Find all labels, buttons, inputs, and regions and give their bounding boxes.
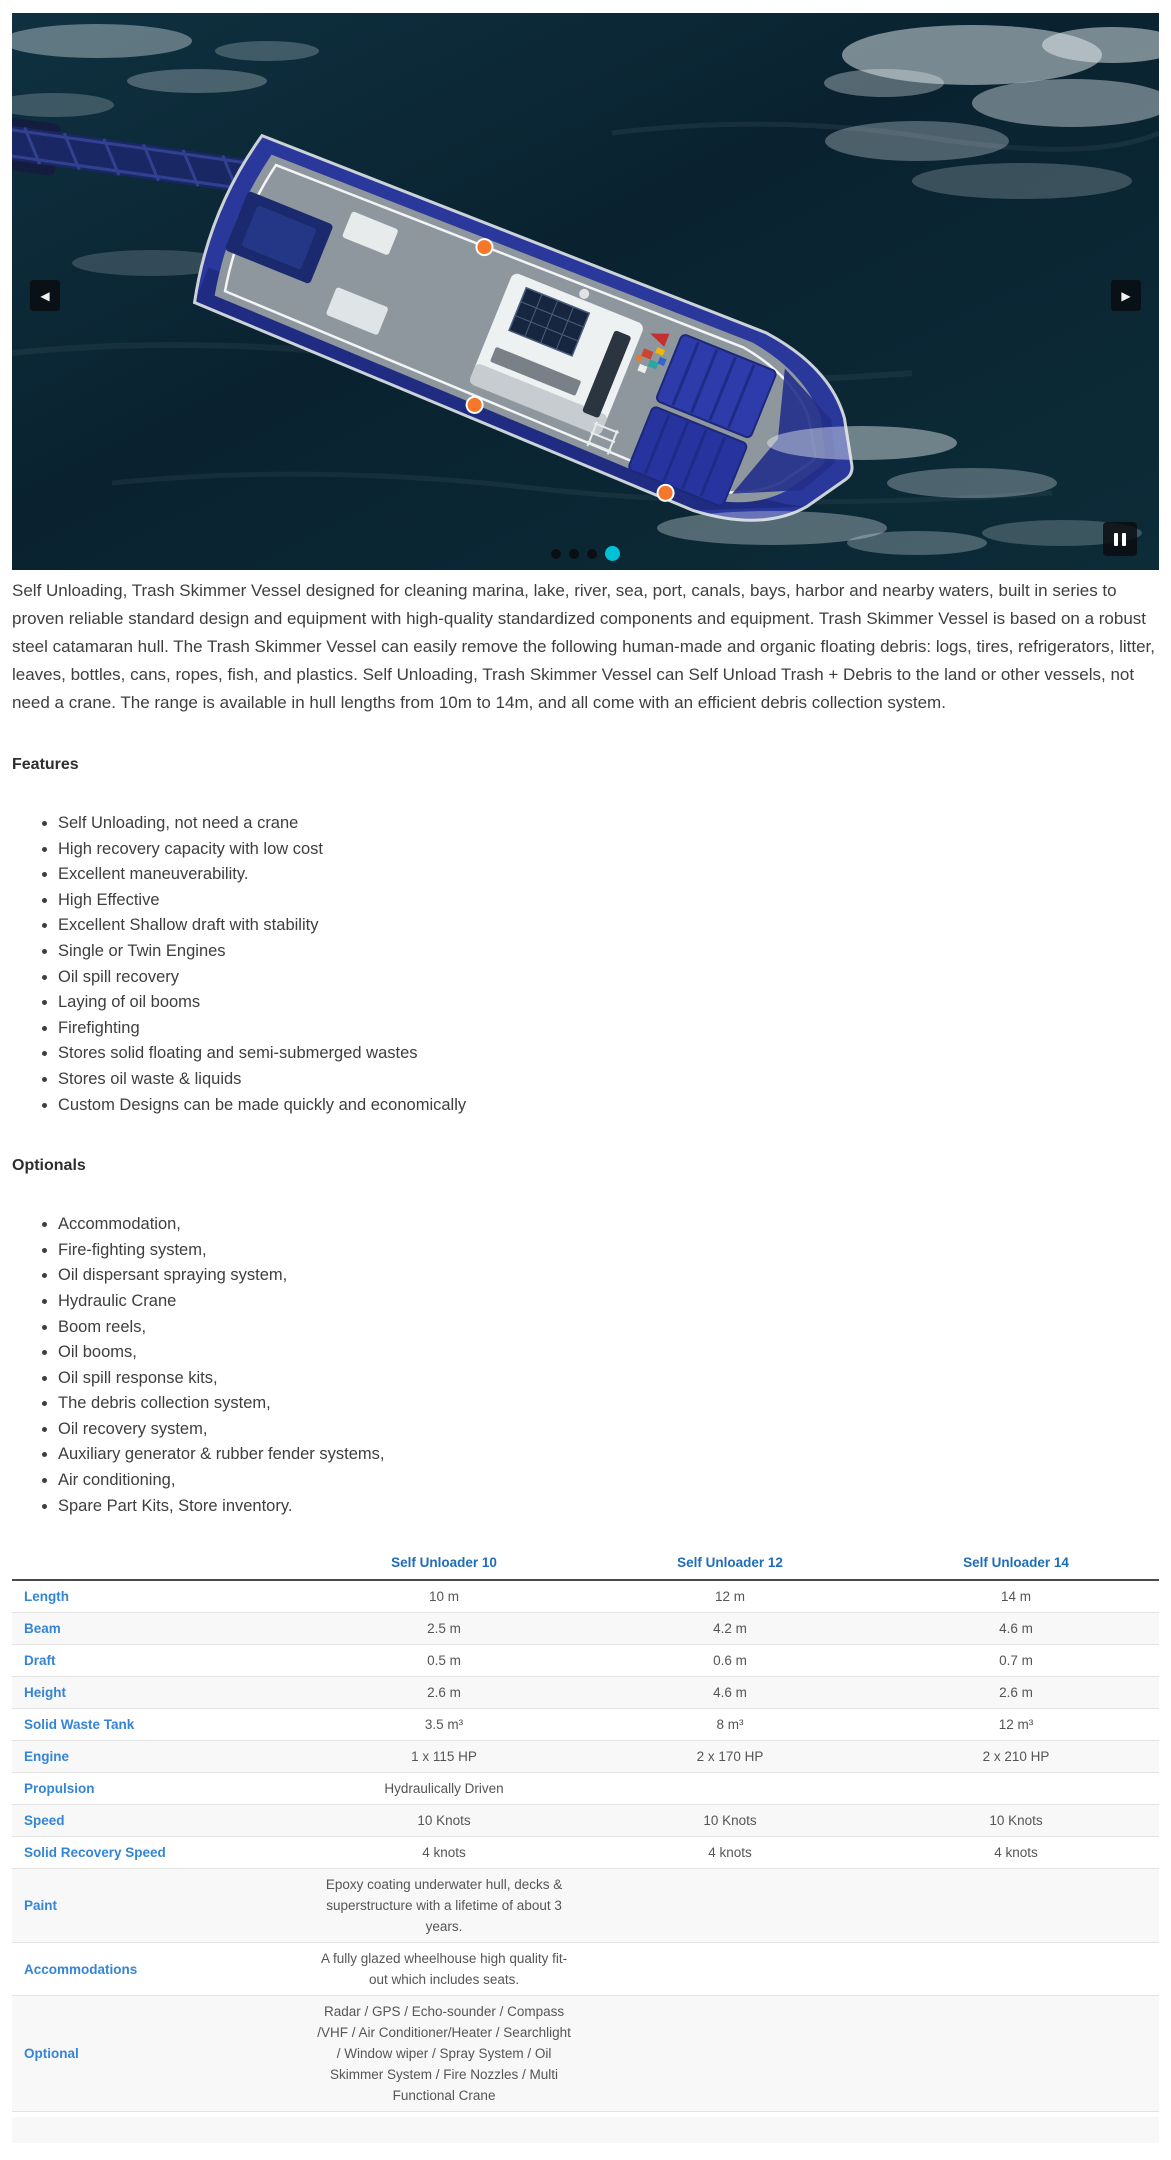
spec-cell: 2.6 m [427,1685,461,1701]
spec-row-label: Solid Recovery Speed [24,1845,166,1861]
spec-row-label: Solid Waste Tank [24,1717,135,1733]
spec-cell: 14 m [1000,1589,1031,1605]
spec-row [12,1943,1159,1996]
spec-cell: 0.6 m [713,1653,747,1669]
spec-row [12,1837,1159,1869]
spec-row-label: Speed [24,1813,65,1829]
chevron-left-icon: ◀ [40,288,50,303]
spec-row [12,1709,1159,1741]
carousel-dot[interactable] [569,549,579,559]
list-item: • High recovery capacity with low cost [58,837,1159,863]
spec-cell [873,1869,1159,1943]
spec-cell: 4 knots [994,1845,1038,1861]
pause-icon [1122,533,1126,546]
spec-cell: Epoxy coating underwater hull, decks & superstructure with a lifetime of about 3 years. [325,1877,563,1935]
spec-column-header: Self Unloader 10 [301,1549,587,1580]
spec-cell: 4.6 m [713,1685,747,1701]
list-item: • Custom Designs can be made quickly and economically [58,1093,1159,1119]
spec-cell [587,1869,873,1943]
spec-header-row [12,1549,1159,1580]
list-item: • Oil spill response kits, [58,1366,1159,1392]
spec-cell: 10 m [429,1589,460,1605]
list-item: • Oil booms, [58,1340,1159,1366]
list-item: • Hydraulic Crane [58,1289,1159,1315]
list-item: • High Effective [58,888,1159,914]
list-item: • Auxiliary generator & rubber fender systems, [58,1442,1159,1468]
spec-row [12,1996,1159,2112]
spec-row [12,1677,1159,1709]
spec-cell: A fully glazed wheelhouse high quality fit-out which includes seats. [320,1951,568,1988]
vessel-photo [12,13,1159,570]
spec-row-label: Length [24,1589,69,1605]
spec-cell: 0.7 m [999,1653,1033,1669]
list-item: • Self Unloading, not need a crane [58,811,1159,837]
spec-cell [873,1773,1159,1805]
spec-row [12,1741,1159,1773]
spec-table [12,1549,1159,2112]
list-item: • Oil recovery system, [58,1417,1159,1443]
list-item: • Firefighting [58,1016,1159,1042]
list-item: • Air conditioning, [58,1468,1159,1494]
carousel-dots [12,546,1159,561]
carousel-dot[interactable] [551,549,561,559]
spec-cell: 4.6 m [999,1621,1033,1637]
list-item: • Oil dispersant spraying system, [58,1263,1159,1289]
spec-cell: 2.5 m [427,1621,461,1637]
spec-cell: Radar / GPS / Echo-sounder / Compass /VHF / Air Conditioner/Heater / Searchlight / Window wiper / Spray System / Oil Skimmer System / Fire Nozzles / Multi Functional Crane [317,2004,571,2104]
features-list [12,811,1159,1118]
list-item: • Accommodation, [58,1212,1159,1238]
list-item: • Stores oil waste & liquids [58,1067,1159,1093]
spec-row [12,1869,1159,1943]
list-item: • Oil spill recovery [58,965,1159,991]
pause-icon [1114,533,1118,546]
spec-cell [873,1943,1159,1996]
list-item: • The debris collection system, [58,1391,1159,1417]
optionals-list [12,1212,1159,1519]
bottom-divider-bar [12,2117,1159,2143]
spec-row-label: Paint [24,1898,58,1914]
spec-cell: 10 Knots [417,1813,471,1829]
optionals-heading: Optionals [12,1157,86,1175]
spec-cell: Hydraulically Driven [384,1781,504,1797]
spec-cell: 10 Knots [989,1813,1043,1829]
spec-cell [587,1996,873,2112]
spec-column-header: Self Unloader 14 [873,1549,1159,1580]
carousel-prev-button[interactable] [30,280,60,311]
product-description: Self Unloading, Trash Skimmer Vessel designed for cleaning marina, lake, river, sea, port, canals, bays, harbor and nearby waters, built in series to proven reliable standard design and equipment with high-quality standardized components and equipment. Trash Skimmer Vessel is based on a robust steel catamaran hull. The Trash Skimmer Vessel can easily remove the following human-made and organic floating debris: logs, tires, refrigerators, litter, leaves, bottles, cans, ropes, fish, and plastics. Self Unloading, Trash Skimmer Vessel can Self Unload Trash + Debris to the land or other vessels, not need a crane. The range is available in hull lengths from 10m to 14m, and all come with an efficient debris collection system. [12,581,1156,712]
spec-row-label: Beam [24,1621,61,1637]
list-item: • Stores solid floating and semi-submerged wastes [58,1041,1159,1067]
features-heading: Features [12,756,79,773]
spec-cell: 10 Knots [703,1813,757,1829]
spec-corner-cell [12,1549,301,1580]
spec-row-label: Optional [24,2046,79,2062]
spec-cell: 3.5 m³ [424,1717,464,1733]
spec-row-label: Accommodations [24,1961,138,1977]
spec-row [12,1805,1159,1837]
spec-cell: 4 knots [708,1845,752,1861]
spec-cell [587,1773,873,1805]
list-item: • Excellent Shallow draft with stability [58,913,1159,939]
chevron-right-icon: ▶ [1121,288,1131,303]
list-item: • Fire-fighting system, [58,1238,1159,1264]
spec-row-label: Engine [24,1749,70,1765]
spec-row-label: Height [24,1685,66,1701]
spec-row [12,1580,1159,1613]
spec-cell: 8 m³ [716,1717,744,1733]
carousel-dot[interactable] [587,549,597,559]
spec-row [12,1645,1159,1677]
spec-cell: 1 x 115 HP [411,1749,477,1765]
spec-cell: 4.2 m [713,1621,747,1637]
list-item: • Boom reels, [58,1315,1159,1341]
spec-cell: 4 knots [422,1845,466,1861]
list-item: • Laying of oil booms [58,990,1159,1016]
spec-row [12,1613,1159,1645]
spec-cell [587,1943,873,1996]
carousel-dot-active[interactable] [605,546,620,561]
list-item: • Single or Twin Engines [58,939,1159,965]
image-carousel [12,13,1159,570]
spec-cell: 12 m³ [998,1717,1034,1733]
spec-cell [873,1996,1159,2112]
spec-row-label: Draft [24,1653,56,1669]
spec-row-label: Propulsion [24,1781,95,1797]
spec-cell: 2 x 210 HP [982,1749,1050,1765]
spec-cell: 0.5 m [427,1653,461,1669]
spec-cell: 2 x 170 HP [696,1749,764,1765]
carousel-next-button[interactable] [1111,280,1141,311]
spec-cell: 12 m [715,1589,746,1605]
spec-row [12,1773,1159,1805]
spec-cell: 2.6 m [999,1685,1033,1701]
list-item: • Excellent maneuverability. [58,862,1159,888]
list-item: • Spare Part Kits, Store inventory. [58,1494,1159,1520]
spec-column-header: Self Unloader 12 [587,1549,873,1580]
